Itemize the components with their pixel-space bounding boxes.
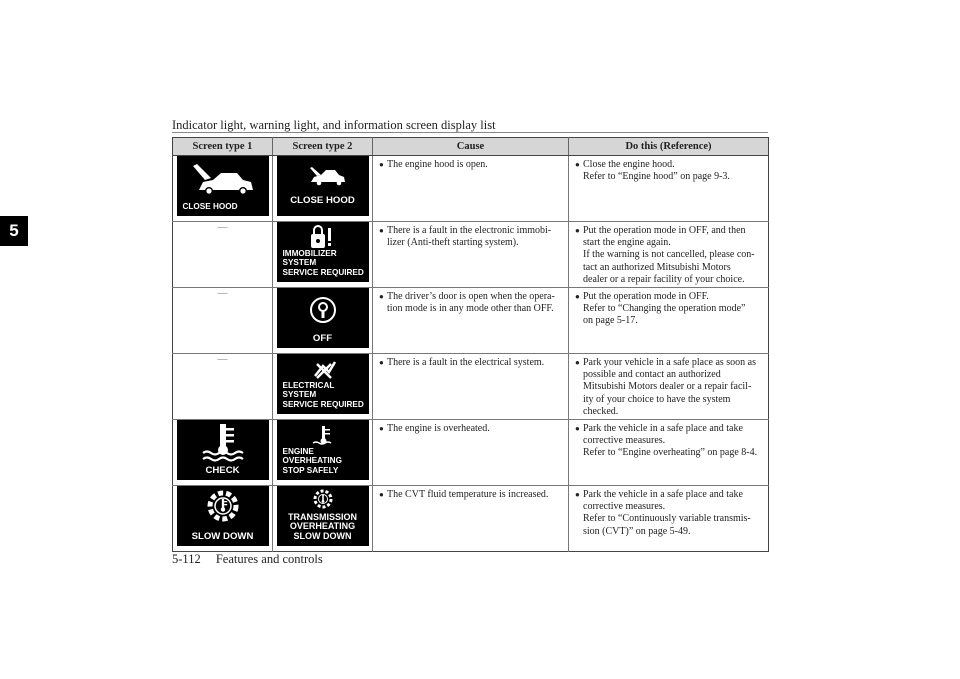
cause-cell	[373, 156, 569, 222]
bullet-icon: ●	[575, 358, 580, 367]
screen-type-2-cell	[273, 486, 373, 552]
bullet-icon: ●	[575, 424, 580, 433]
page-footer	[172, 552, 323, 567]
action-text: Close the engine hood. Refer to “Engine hood” on page 9-3.	[583, 159, 730, 183]
cause-text: There is a fault in the electronic immobi- lizer (Anti-theft starting system).	[387, 225, 552, 249]
section-name: Features and controls	[215, 552, 323, 566]
display-screen	[277, 156, 369, 216]
table-row	[173, 288, 769, 354]
screen-label: CLOSE HOOD	[182, 201, 238, 211]
bullet-icon: ●	[379, 358, 384, 367]
display-screen	[177, 420, 269, 480]
display-screen	[277, 486, 369, 546]
screen-type-1-cell	[173, 486, 273, 552]
bullet-icon: ●	[575, 160, 580, 169]
screen-label: CHECK	[205, 464, 240, 476]
column-header-screen-type-1: Screen type 1	[173, 138, 273, 156]
action-cell	[569, 486, 769, 552]
table-row	[173, 486, 769, 552]
column-header-cause: Cause	[373, 138, 569, 156]
page-header-title: Indicator light, warning light, and information screen display list	[172, 118, 496, 132]
screen-type-1-empty: —	[173, 354, 273, 420]
bullet-icon: ●	[379, 292, 384, 301]
display-screen	[177, 156, 269, 216]
display-screen	[277, 354, 369, 414]
table-header-row	[173, 138, 769, 156]
screen-type-2-cell	[273, 288, 373, 354]
screen-type-2-cell	[273, 222, 373, 288]
table-row	[173, 354, 769, 420]
screen-type-1-empty: —	[173, 288, 273, 354]
bullet-icon: ●	[575, 226, 580, 235]
screen-label: SLOW DOWN	[191, 530, 254, 542]
display-screen	[277, 288, 369, 348]
table-row	[173, 420, 769, 486]
cause-text: The engine is overheated.	[387, 423, 490, 434]
screen-type-2-cell	[273, 420, 373, 486]
cause-cell	[373, 354, 569, 420]
action-cell	[569, 222, 769, 288]
action-cell	[569, 420, 769, 486]
cause-text: The driver’s door is open when the opera- tion mode is in any mode other than OFF.	[387, 291, 555, 315]
action-cell	[569, 156, 769, 222]
column-header-screen-type-2: Screen type 2	[273, 138, 373, 156]
action-text: Park your vehicle in a safe place as soon as possible and contact an authorized Mitsubishi Motors dealer or a repair facil- ity of your choice to have the system checked.	[583, 357, 756, 417]
screen-label: OFF	[312, 332, 333, 344]
screen-type-2-cell	[273, 354, 373, 420]
car-hood-open-icon	[277, 156, 369, 216]
bullet-icon: ●	[379, 160, 384, 169]
cause-cell	[373, 288, 569, 354]
screen-type-1-cell	[173, 420, 273, 486]
table-row	[173, 222, 769, 288]
chapter-tab: 5	[0, 216, 28, 246]
screen-label: CLOSE HOOD	[290, 194, 355, 206]
bullet-icon: ●	[379, 424, 384, 433]
page-number: 5-112	[172, 552, 201, 566]
screen-label: ENGINE OVERHEATING STOP SAFELY	[282, 446, 342, 475]
cause-cell	[373, 486, 569, 552]
cause-cell	[373, 222, 569, 288]
display-screen	[277, 222, 369, 282]
table-row	[173, 156, 769, 222]
screen-type-1-cell	[173, 156, 273, 222]
action-cell	[569, 288, 769, 354]
action-text: Put the operation mode in OFF, and then start the engine again. If the warning is not cancelled, please con- tact an authorized Mitsubishi Motors dealer or a repair facility of your choice.	[583, 225, 755, 285]
screen-type-1-empty: —	[173, 222, 273, 288]
action-text: Park the vehicle in a safe place and take corrective measures. Refer to “Continuously variable transmis- sion (CVT)” on page 5-49.	[583, 489, 751, 537]
screen-label: TRANSMISSION OVERHEATING SLOW DOWN	[287, 511, 357, 541]
bullet-icon: ●	[575, 490, 580, 499]
bullet-icon: ●	[575, 292, 580, 301]
cause-text: There is a fault in the electrical system.	[387, 357, 545, 368]
screen-type-2-cell	[273, 156, 373, 222]
cause-text: The engine hood is open.	[387, 159, 488, 170]
action-cell	[569, 354, 769, 420]
header-rule	[172, 132, 768, 133]
action-text: Park the vehicle in a safe place and take corrective measures. Refer to “Engine overheating” on page 8-4.	[583, 423, 758, 459]
indicator-table	[172, 137, 769, 552]
column-header-action: Do this (Reference)	[569, 138, 769, 156]
display-screen	[177, 486, 269, 546]
cause-cell	[373, 420, 569, 486]
action-text: Put the operation mode in OFF. Refer to “Changing the operation mode” on page 5-17.	[583, 291, 746, 327]
display-screen	[277, 420, 369, 480]
bullet-icon: ●	[379, 226, 384, 235]
screen-label: ELECTRICAL SYSTEM SERVICE REQUIRED	[282, 380, 364, 409]
cause-text: The CVT fluid temperature is increased.	[387, 489, 549, 500]
bullet-icon: ●	[379, 490, 384, 499]
screen-label: IMMOBILIZER SYSTEM SERVICE REQUIRED	[282, 248, 364, 277]
